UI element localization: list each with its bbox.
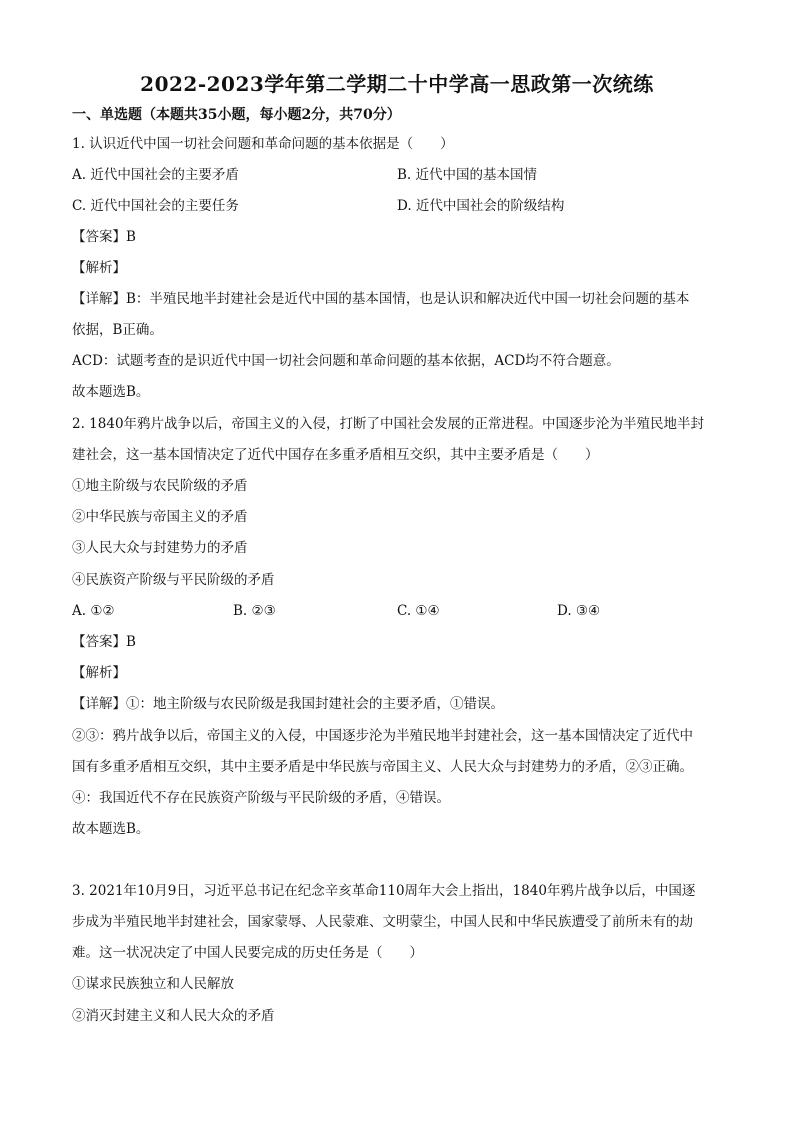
q1-stem: 1. 认识近代中国一切社会问题和革命问题的基本依据是（ ） xyxy=(72,136,454,152)
q1-answer: 【答案】B xyxy=(72,229,136,245)
q3-stem-line: 步成为半殖民地半封建社会，国家蒙辱、人民蒙难、文明蒙尘，中国人民和中华民族遭受了前所未有的劫 xyxy=(72,914,693,930)
q1-detail-line: 依据，B正确。 xyxy=(72,322,163,338)
q2-detail-line: ②③：鸦片战争以后，帝国主义的入侵，中国逐步沦为半殖民地半封建社会，这一基本国情决定了近代中 xyxy=(72,728,693,744)
q2-conclusion: 故本题选B。 xyxy=(72,821,150,837)
q2-stem-line: 2. 1840年鸦片战争以后，帝国主义的入侵，打断了中国社会发展的正常进程。中国逐步沦为半殖民地半封 xyxy=(72,416,705,432)
q2-item: ②中华民族与帝国主义的矛盾 xyxy=(72,509,248,525)
q3-stem-line: 难。这一状况决定了中国人民要完成的历史任务是（ ） xyxy=(72,945,423,961)
q1-detail-line: ACD：试题考查的是识近代中国一切社会问题和革命问题的基本依据，ACD均不符合题意。 xyxy=(72,353,620,369)
q2-option-a: A. ①② xyxy=(72,603,115,619)
q1-conclusion: 故本题选B。 xyxy=(72,384,150,400)
q1-detail-line: 【详解】B：半殖民地半封建社会是近代中国的基本国情，也是认识和解决近代中国一切社会问题的基本 xyxy=(72,291,690,307)
q1-analysis-label: 【解析】 xyxy=(72,260,126,276)
q2-analysis-label: 【解析】 xyxy=(72,665,126,681)
q3-stem-line: 3. 2021年10月9日，习近平总书记在纪念辛亥革命110周年大会上指出，1840年鸦片战争以后，中国逐 xyxy=(72,883,696,899)
q3-item: ②消灭封建主义和人民大众的矛盾 xyxy=(72,1008,275,1024)
q2-stem-line: 建社会，这一基本国情决定了近代中国存在多重矛盾相互交织，其中主要矛盾是（ ） xyxy=(72,447,599,463)
q2-item: ①地主阶级与农民阶级的矛盾 xyxy=(72,478,248,494)
section-heading: 一、单选题（本题共35小题，每小题2分，共70分） xyxy=(72,107,401,123)
q2-detail-line: 国有多重矛盾相互交织，其中主要矛盾是中华民族与帝国主义、人民大众与封建势力的矛盾，②③正确。 xyxy=(72,759,693,775)
q1-option-d: D. 近代中国社会的阶级结构 xyxy=(397,198,565,214)
q2-answer: 【答案】B xyxy=(72,634,136,650)
q2-option-b: B. ②③ xyxy=(233,603,276,619)
q2-item: ③人民大众与封建势力的矛盾 xyxy=(72,540,248,556)
page-title: 2022-2023学年第二学期二十中学高一思政第一次统练 xyxy=(140,72,654,96)
q2-option-c: C. ①④ xyxy=(397,603,440,619)
q2-detail-line: 【详解】①：地主阶级与农民阶级是我国封建社会的主要矛盾，①错误。 xyxy=(72,696,504,712)
q2-option-d: D. ③④ xyxy=(557,603,601,619)
q1-option-b: B. 近代中国的基本国情 xyxy=(397,167,538,183)
q1-option-a: A. 近代中国社会的主要矛盾 xyxy=(72,167,239,183)
q2-item: ④民族资产阶级与平民阶级的矛盾 xyxy=(72,572,275,588)
q1-option-c: C. 近代中国社会的主要任务 xyxy=(72,198,239,214)
q3-item: ①谋求民族独立和人民解放 xyxy=(72,976,234,992)
q2-detail-line: ④：我国近代不存在民族资产阶级与平民阶级的矛盾，④错误。 xyxy=(72,790,450,806)
